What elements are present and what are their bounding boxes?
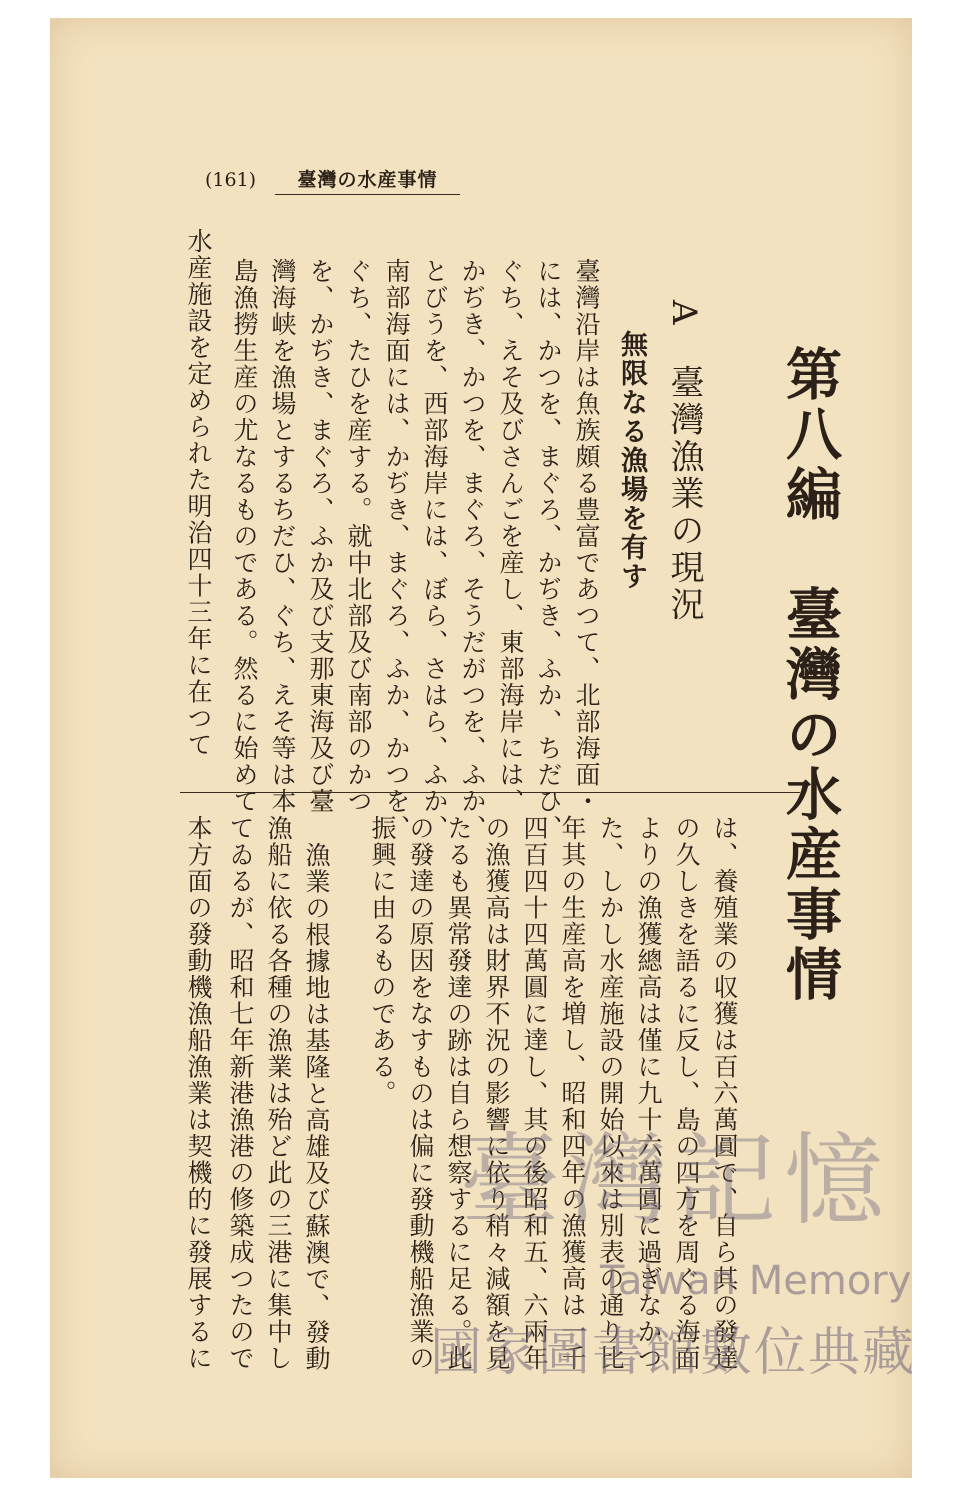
body-column: 年其の生産高を増し、昭和四年の漁獲高は一千 xyxy=(558,815,587,1372)
body-column: の久しきを語るに反し、島の四方を周ぐる海面 xyxy=(672,815,701,1372)
body-column: 島漁撈生産の尤なるものである。然るに始めて xyxy=(230,258,259,815)
watermark-library: 國家圖書館數位典藏 xyxy=(430,1323,917,1383)
running-title: 臺灣の水産事情 xyxy=(275,165,460,195)
body-column: ぐち、えそ及びさんごを産し、東部海岸には、 xyxy=(496,258,525,815)
section-subheading: 無限なる漁場を有す xyxy=(616,330,647,591)
body-column: かぢき、かつを、まぐろ、そうだがつを、ふか、 xyxy=(458,258,487,841)
body-column: 灣海峡を漁場とするちだひ、ぐち、えそ等は本 xyxy=(268,258,297,815)
watermark-latin: Taiwan Memory xyxy=(600,1258,912,1304)
body-column: 本方面の發動機漁船漁業は契機的に發展するに xyxy=(184,815,213,1372)
body-column: の漁獲高は財界不況の影響に依り稍々減額を見 xyxy=(482,815,511,1372)
body-column: てゐるが、昭和七年新港漁港の修築成つたので xyxy=(226,815,255,1372)
body-column: 南部海面には、かぢき、まぐろ、ふか、かつを、 xyxy=(382,258,411,841)
body-column: は、養殖業の収獲は百六萬圓で、自ら其の發達 xyxy=(710,815,739,1372)
body-column: を、かぢき、まぐろ、ふか及び支那東海及び臺 xyxy=(306,258,335,815)
body-column: 臺灣沿岸は魚族頗る豊富であつて、北部海面・ xyxy=(572,258,601,815)
body-column: 漁業の根據地は基隆と高雄及び蘇澳で、發動 xyxy=(302,842,331,1372)
body-column: 漁船に依る各種の漁業は殆ど此の三港に集中し xyxy=(264,815,293,1372)
body-column: た、しかし水産施設の開始以來は別表の通り比 xyxy=(596,815,625,1372)
body-column: ぐち、たひを産する。就中北部及び南部のかつ xyxy=(344,258,373,815)
body-column: には、かつを、まぐろ、かぢき、ふか、ちだひ、 xyxy=(534,258,563,841)
section-title: A 臺灣漁業の現況 xyxy=(664,300,704,624)
watermark-logo: 臺灣記憶 xyxy=(460,1122,892,1239)
page-header xyxy=(205,168,460,192)
body-column: 振興に由るものである。 xyxy=(368,815,397,1107)
chapter-title: 第八編 臺灣の水産事情 xyxy=(777,345,843,1005)
body-column: よりの漁獲總高は僅に九十六萬圓に過ぎなかつ xyxy=(634,815,663,1372)
body-column: とびうを、西部海岸には、ぼら、さはら、ふか、 xyxy=(420,258,449,841)
bleed-through-text xyxy=(815,255,846,277)
body-column: たるも異常發達の跡は自ら想察するに足る。此 xyxy=(444,815,473,1372)
page-number: (161) xyxy=(205,169,257,191)
body-column: 四百四十四萬圓に達し、其の後昭和五、六兩年 xyxy=(520,815,549,1372)
body-column: の發達の原因をなすものは偏に發動機船漁業の xyxy=(406,815,435,1372)
section-divider xyxy=(180,792,800,793)
body-column: 水産施設を定められた明治四十三年に在つて xyxy=(184,228,213,758)
